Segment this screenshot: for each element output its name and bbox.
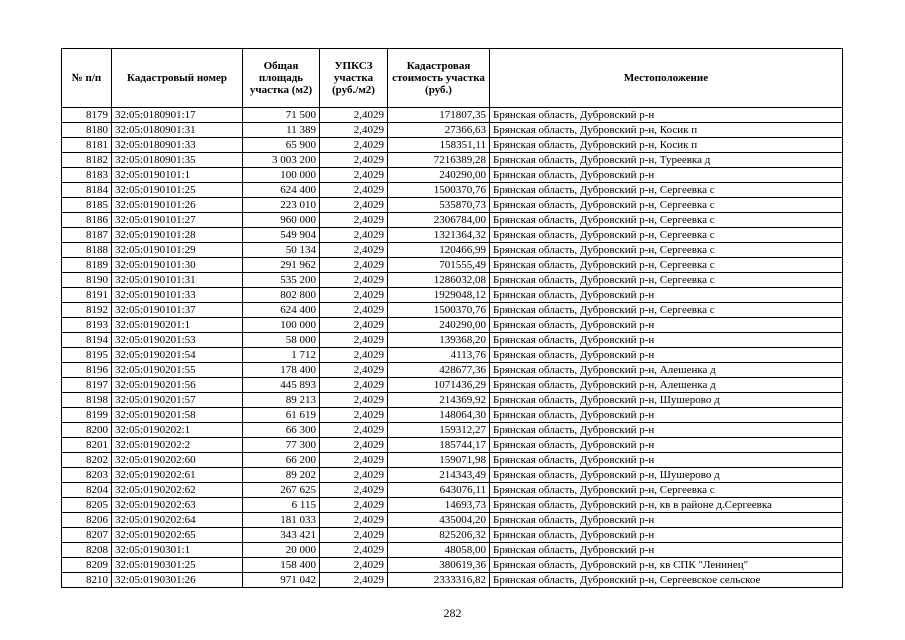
upksz-value: 2,4029 — [320, 288, 388, 303]
cost-value: 380619,36 — [388, 558, 490, 573]
cadastral-number: 32:05:0190301:26 — [112, 573, 243, 588]
upksz-value: 2,4029 — [320, 423, 388, 438]
cost-value: 159071,98 — [388, 453, 490, 468]
area-value: 61 619 — [243, 408, 320, 423]
row-number: 8206 — [62, 513, 112, 528]
row-number: 8184 — [62, 183, 112, 198]
table-row — [62, 183, 843, 198]
table-row — [62, 378, 843, 393]
cadastral-number: 32:05:0190101:26 — [112, 198, 243, 213]
table-row — [62, 408, 843, 423]
cost-value: 240290,00 — [388, 168, 490, 183]
location-text: Брянская область, Дубровский р-н, Сергеевка с — [490, 243, 843, 258]
row-number: 8194 — [62, 333, 112, 348]
cost-value: 1321364,32 — [388, 228, 490, 243]
area-value: 20 000 — [243, 543, 320, 558]
area-value: 11 389 — [243, 123, 320, 138]
table-row — [62, 213, 843, 228]
cadastral-number: 32:05:0190101:33 — [112, 288, 243, 303]
cadastral-number: 32:05:0180901:35 — [112, 153, 243, 168]
area-value: 178 400 — [243, 363, 320, 378]
row-number: 8198 — [62, 393, 112, 408]
table-row — [62, 363, 843, 378]
cost-value: 825206,32 — [388, 528, 490, 543]
area-value: 71 500 — [243, 108, 320, 123]
row-number: 8187 — [62, 228, 112, 243]
table-row — [62, 393, 843, 408]
row-number: 8186 — [62, 213, 112, 228]
upksz-value: 2,4029 — [320, 108, 388, 123]
area-value: 535 200 — [243, 273, 320, 288]
area-value: 6 115 — [243, 498, 320, 513]
cost-value: 48058,00 — [388, 543, 490, 558]
area-value: 89 213 — [243, 393, 320, 408]
upksz-value: 2,4029 — [320, 468, 388, 483]
cadastral-number: 32:05:0190101:28 — [112, 228, 243, 243]
location-text: Брянская область, Дубровский р-н, Косик п — [490, 138, 843, 153]
table-row — [62, 138, 843, 153]
cost-value: 7216389,28 — [388, 153, 490, 168]
row-number: 8181 — [62, 138, 112, 153]
area-value: 291 962 — [243, 258, 320, 273]
cadastral-table — [61, 48, 843, 588]
cost-value: 428677,36 — [388, 363, 490, 378]
location-text: Брянская область, Дубровский р-н — [490, 423, 843, 438]
area-value: 343 421 — [243, 528, 320, 543]
cadastral-number: 32:05:0190202:60 — [112, 453, 243, 468]
area-value: 223 010 — [243, 198, 320, 213]
location-text: Брянская область, Дубровский р-н, Сергеевка с — [490, 213, 843, 228]
location-text: Брянская область, Дубровский р-н, Сергеевка с — [490, 303, 843, 318]
upksz-value: 2,4029 — [320, 393, 388, 408]
cadastral-number: 32:05:0190101:37 — [112, 303, 243, 318]
cadastral-number: 32:05:0190202:61 — [112, 468, 243, 483]
area-value: 549 904 — [243, 228, 320, 243]
area-value: 100 000 — [243, 318, 320, 333]
cost-value: 214343,49 — [388, 468, 490, 483]
row-number: 8196 — [62, 363, 112, 378]
table-row — [62, 318, 843, 333]
location-text: Брянская область, Дубровский р-н, Сергеевка с — [490, 228, 843, 243]
row-number: 8200 — [62, 423, 112, 438]
location-text: Брянская область, Дубровский р-н, Сергеевка с — [490, 183, 843, 198]
row-number: 8201 — [62, 438, 112, 453]
cadastral-number: 32:05:0190201:58 — [112, 408, 243, 423]
cost-value: 1500370,76 — [388, 183, 490, 198]
cadastral-number: 32:05:0190101:31 — [112, 273, 243, 288]
header-upksz: УПКСЗ участка (руб./м2) — [320, 49, 388, 108]
cadastral-number: 32:05:0190201:57 — [112, 393, 243, 408]
cost-value: 1286032,08 — [388, 273, 490, 288]
cost-value: 701555,49 — [388, 258, 490, 273]
upksz-value: 2,4029 — [320, 453, 388, 468]
location-text: Брянская область, Дубровский р-н — [490, 318, 843, 333]
table-row — [62, 438, 843, 453]
location-text: Брянская область, Дубровский р-н, Шушерово д — [490, 393, 843, 408]
table-row — [62, 288, 843, 303]
table-row — [62, 468, 843, 483]
cadastral-number: 32:05:0190201:56 — [112, 378, 243, 393]
upksz-value: 2,4029 — [320, 138, 388, 153]
upksz-value: 2,4029 — [320, 543, 388, 558]
cadastral-number: 32:05:0190202:64 — [112, 513, 243, 528]
row-number: 8180 — [62, 123, 112, 138]
cost-value: 643076,11 — [388, 483, 490, 498]
header-cadastral: Кадастровый номер — [112, 49, 243, 108]
cost-value: 185744,17 — [388, 438, 490, 453]
cost-value: 435004,20 — [388, 513, 490, 528]
upksz-value: 2,4029 — [320, 363, 388, 378]
area-value: 65 900 — [243, 138, 320, 153]
cost-value: 240290,00 — [388, 318, 490, 333]
row-number: 8182 — [62, 153, 112, 168]
upksz-value: 2,4029 — [320, 528, 388, 543]
upksz-value: 2,4029 — [320, 303, 388, 318]
cost-value: 214369,92 — [388, 393, 490, 408]
row-number: 8189 — [62, 258, 112, 273]
upksz-value: 2,4029 — [320, 213, 388, 228]
cost-value: 1500370,76 — [388, 303, 490, 318]
header-row — [62, 49, 843, 108]
location-text: Брянская область, Дубровский р-н — [490, 438, 843, 453]
upksz-value: 2,4029 — [320, 558, 388, 573]
cadastral-number: 32:05:0190201:53 — [112, 333, 243, 348]
cadastral-number: 32:05:0190202:2 — [112, 438, 243, 453]
upksz-value: 2,4029 — [320, 258, 388, 273]
location-text: Брянская область, Дубровский р-н — [490, 453, 843, 468]
area-value: 181 033 — [243, 513, 320, 528]
row-number: 8197 — [62, 378, 112, 393]
table-row — [62, 423, 843, 438]
area-value: 802 800 — [243, 288, 320, 303]
cadastral-number: 32:05:0190202:1 — [112, 423, 243, 438]
location-text: Брянская область, Дубровский р-н — [490, 528, 843, 543]
table-row — [62, 198, 843, 213]
upksz-value: 2,4029 — [320, 153, 388, 168]
row-number: 8190 — [62, 273, 112, 288]
page-number: 282 — [443, 606, 462, 620]
row-number: 8205 — [62, 498, 112, 513]
upksz-value: 2,4029 — [320, 333, 388, 348]
table-row — [62, 543, 843, 558]
location-text: Брянская область, Дубровский р-н — [490, 333, 843, 348]
cadastral-number: 32:05:0190101:27 — [112, 213, 243, 228]
header-num: № п/п — [62, 49, 112, 108]
upksz-value: 2,4029 — [320, 228, 388, 243]
cadastral-number: 32:05:0190101:1 — [112, 168, 243, 183]
area-value: 58 000 — [243, 333, 320, 348]
table-row — [62, 528, 843, 543]
location-text: Брянская область, Дубровский р-н — [490, 513, 843, 528]
table-row — [62, 168, 843, 183]
header-area: Общая площадь участка (м2) — [243, 49, 320, 108]
area-value: 100 000 — [243, 168, 320, 183]
cadastral-number: 32:05:0190101:25 — [112, 183, 243, 198]
upksz-value: 2,4029 — [320, 498, 388, 513]
table-row — [62, 498, 843, 513]
area-value: 960 000 — [243, 213, 320, 228]
row-number: 8183 — [62, 168, 112, 183]
cost-value: 2333316,82 — [388, 573, 490, 588]
area-value: 3 003 200 — [243, 153, 320, 168]
upksz-value: 2,4029 — [320, 318, 388, 333]
upksz-value: 2,4029 — [320, 243, 388, 258]
cost-value: 27366,63 — [388, 123, 490, 138]
row-number: 8185 — [62, 198, 112, 213]
location-text: Брянская область, Дубровский р-н, Алешенка д — [490, 378, 843, 393]
table-row — [62, 273, 843, 288]
location-text: Брянская область, Дубровский р-н — [490, 408, 843, 423]
table-row — [62, 243, 843, 258]
area-value: 971 042 — [243, 573, 320, 588]
table-row — [62, 108, 843, 123]
cost-value: 120466,99 — [388, 243, 490, 258]
location-text: Брянская область, Дубровский р-н, Сергеевка с — [490, 198, 843, 213]
row-number: 8209 — [62, 558, 112, 573]
location-text: Брянская область, Дубровский р-н — [490, 543, 843, 558]
cadastral-number: 32:05:0180901:31 — [112, 123, 243, 138]
area-value: 50 134 — [243, 243, 320, 258]
area-value: 1 712 — [243, 348, 320, 363]
table-row — [62, 573, 843, 588]
upksz-value: 2,4029 — [320, 513, 388, 528]
upksz-value: 2,4029 — [320, 123, 388, 138]
cost-value: 535870,73 — [388, 198, 490, 213]
location-text: Брянская область, Дубровский р-н — [490, 168, 843, 183]
area-value: 66 200 — [243, 453, 320, 468]
upksz-value: 2,4029 — [320, 348, 388, 363]
row-number: 8188 — [62, 243, 112, 258]
location-text: Брянская область, Дубровский р-н — [490, 348, 843, 363]
area-value: 66 300 — [243, 423, 320, 438]
cadastral-number: 32:05:0190202:65 — [112, 528, 243, 543]
cost-value: 14693,73 — [388, 498, 490, 513]
upksz-value: 2,4029 — [320, 273, 388, 288]
table-row — [62, 558, 843, 573]
cadastral-number: 32:05:0180901:17 — [112, 108, 243, 123]
row-number: 8202 — [62, 453, 112, 468]
upksz-value: 2,4029 — [320, 378, 388, 393]
location-text: Брянская область, Дубровский р-н, Косик п — [490, 123, 843, 138]
cadastral-number: 32:05:0190201:54 — [112, 348, 243, 363]
location-text: Брянская область, Дубровский р-н, кв в районе д.Сергеевка — [490, 498, 843, 513]
upksz-value: 2,4029 — [320, 438, 388, 453]
location-text: Брянская область, Дубровский р-н, Алешенка д — [490, 363, 843, 378]
table-row — [62, 513, 843, 528]
cost-value: 159312,27 — [388, 423, 490, 438]
row-number: 8195 — [62, 348, 112, 363]
cost-value: 139368,20 — [388, 333, 490, 348]
header-location: Местоположение — [490, 49, 843, 108]
table-row — [62, 333, 843, 348]
row-number: 8199 — [62, 408, 112, 423]
location-text: Брянская область, Дубровский р-н, кв СПК "Ленинец" — [490, 558, 843, 573]
upksz-value: 2,4029 — [320, 483, 388, 498]
cadastral-number: 32:05:0190201:1 — [112, 318, 243, 333]
location-text: Брянская область, Дубровский р-н — [490, 288, 843, 303]
area-value: 77 300 — [243, 438, 320, 453]
row-number: 8179 — [62, 108, 112, 123]
table-row — [62, 123, 843, 138]
cadastral-number: 32:05:0190301:25 — [112, 558, 243, 573]
table-row — [62, 348, 843, 363]
location-text: Брянская область, Дубровский р-н, Сергеевка с — [490, 483, 843, 498]
location-text: Брянская область, Дубровский р-н, Туреевка д — [490, 153, 843, 168]
area-value: 445 893 — [243, 378, 320, 393]
cost-value: 2306784,00 — [388, 213, 490, 228]
row-number: 8191 — [62, 288, 112, 303]
cost-value: 158351,11 — [388, 138, 490, 153]
upksz-value: 2,4029 — [320, 168, 388, 183]
table-row — [62, 483, 843, 498]
table-row — [62, 153, 843, 168]
row-number: 8210 — [62, 573, 112, 588]
upksz-value: 2,4029 — [320, 198, 388, 213]
row-number: 8207 — [62, 528, 112, 543]
cadastral-number: 32:05:0190101:30 — [112, 258, 243, 273]
location-text: Брянская область, Дубровский р-н, Сергеевка с — [490, 273, 843, 288]
table-row — [62, 258, 843, 273]
area-value: 267 625 — [243, 483, 320, 498]
upksz-value: 2,4029 — [320, 408, 388, 423]
row-number: 8203 — [62, 468, 112, 483]
upksz-value: 2,4029 — [320, 573, 388, 588]
cost-value: 1929048,12 — [388, 288, 490, 303]
row-number: 8204 — [62, 483, 112, 498]
cadastral-number: 32:05:0190202:63 — [112, 498, 243, 513]
row-number: 8192 — [62, 303, 112, 318]
table-row — [62, 303, 843, 318]
cost-value: 1071436,29 — [388, 378, 490, 393]
header-cost: Кадастровая стоимость участка (руб.) — [388, 49, 490, 108]
cost-value: 171807,35 — [388, 108, 490, 123]
upksz-value: 2,4029 — [320, 183, 388, 198]
area-value: 158 400 — [243, 558, 320, 573]
row-number: 8193 — [62, 318, 112, 333]
row-number: 8208 — [62, 543, 112, 558]
area-value: 624 400 — [243, 183, 320, 198]
location-text: Брянская область, Дубровский р-н, Сергеевское сельское — [490, 573, 843, 588]
cadastral-number: 32:05:0190101:29 — [112, 243, 243, 258]
cost-value: 148064,30 — [388, 408, 490, 423]
location-text: Брянская область, Дубровский р-н, Шушерово д — [490, 468, 843, 483]
area-value: 89 202 — [243, 468, 320, 483]
cadastral-number: 32:05:0190201:55 — [112, 363, 243, 378]
location-text: Брянская область, Дубровский р-н, Сергеевка с — [490, 258, 843, 273]
cadastral-number: 32:05:0190301:1 — [112, 543, 243, 558]
table-row — [62, 228, 843, 243]
cadastral-number: 32:05:0180901:33 — [112, 138, 243, 153]
area-value: 624 400 — [243, 303, 320, 318]
cost-value: 4113,76 — [388, 348, 490, 363]
table-row — [62, 453, 843, 468]
location-text: Брянская область, Дубровский р-н — [490, 108, 843, 123]
cadastral-number: 32:05:0190202:62 — [112, 483, 243, 498]
